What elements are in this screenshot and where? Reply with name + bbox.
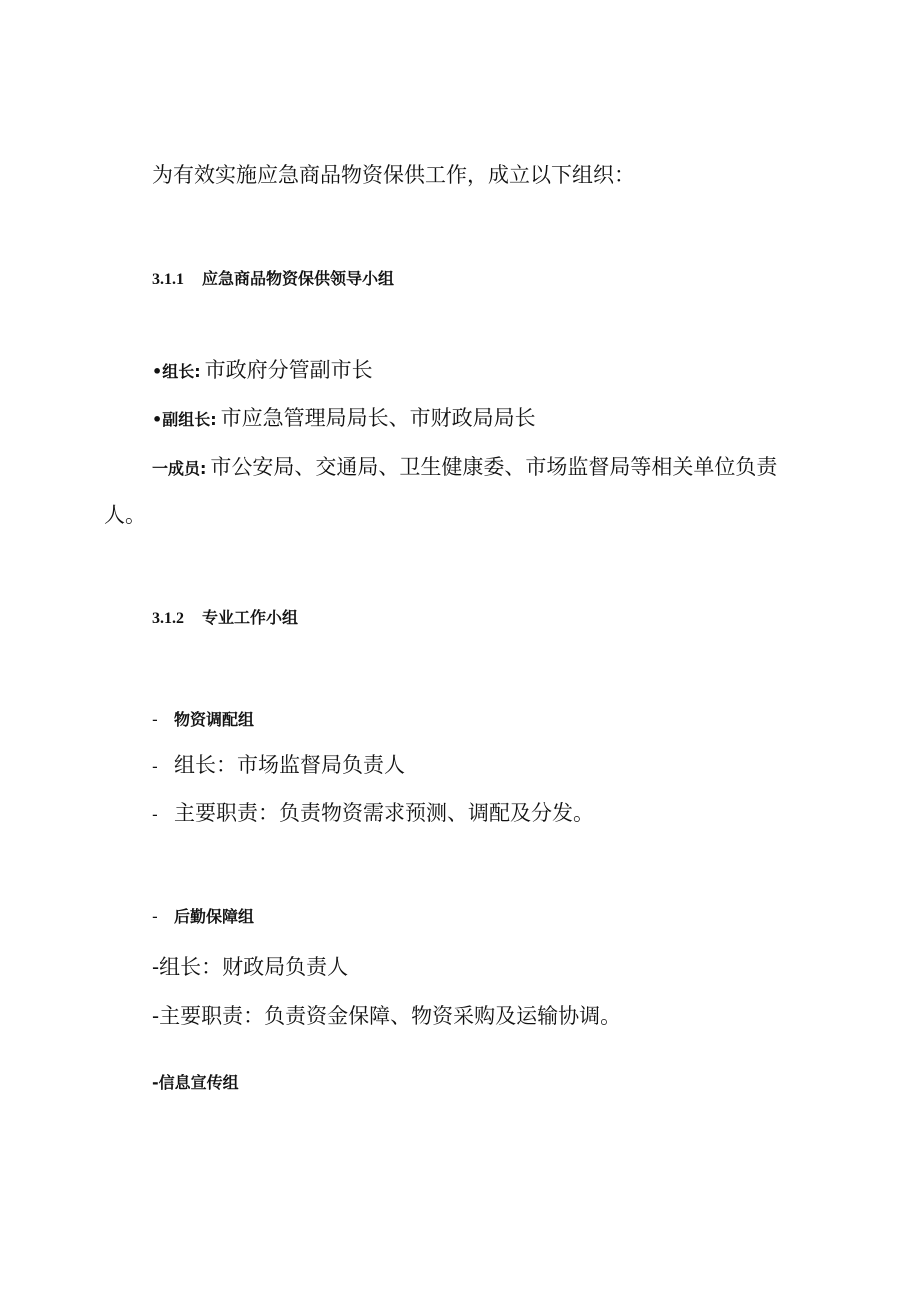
leader-value: 市政府分管副市长 [204, 358, 373, 382]
leader-label: •组长: [152, 362, 201, 381]
section-heading-3-1-1 [152, 271, 394, 288]
deputy-label: •副组长: [152, 410, 217, 429]
members-label: 一成员: [152, 459, 207, 478]
deputy-value: 市应急管理局局长、市财政局局长 [220, 406, 536, 430]
section-title: 专业工作小组 [202, 608, 299, 627]
group2-duty-line: -主要职责：负责资金保障、物资采购及运输协调。 [152, 1004, 622, 1028]
members-line [152, 457, 777, 478]
dash-marker: - [152, 907, 158, 926]
group2-name: 后勤保障组 [174, 907, 255, 926]
group1-duty-line [152, 803, 594, 824]
section-number: 3.1.2 [152, 610, 184, 627]
members-value: 市公安局、交通局、卫生健康委、市场监督局等相关单位负责 [210, 455, 778, 479]
section-number: 3.1.1 [152, 271, 184, 288]
leader-line [152, 360, 373, 381]
deputy-leader-line [152, 408, 536, 429]
section-title: 应急商品物资保供领导小组 [202, 269, 395, 288]
group3-name-line: -信息宣传组 [152, 1073, 239, 1092]
group2-name-line [152, 909, 254, 926]
group1-name-line [152, 712, 254, 729]
group2-leader-line: -组长：财政局负责人 [152, 955, 349, 979]
dash-marker: - [152, 805, 158, 824]
group1-leader: 组长：市场监督局负责人 [174, 753, 405, 777]
group1-duty: 主要职责：负责物资需求预测、调配及分发。 [174, 801, 594, 825]
dash-marker: - [152, 757, 158, 776]
group1-leader-line [152, 755, 405, 776]
group1-name: 物资调配组 [174, 710, 255, 729]
section-heading-3-1-2 [152, 610, 298, 627]
members-value-continued: 人。 [104, 503, 146, 527]
intro-paragraph: 为有效实施应急商品物资保供工作，成立以下组织： [152, 163, 635, 187]
dash-marker: - [152, 710, 158, 729]
